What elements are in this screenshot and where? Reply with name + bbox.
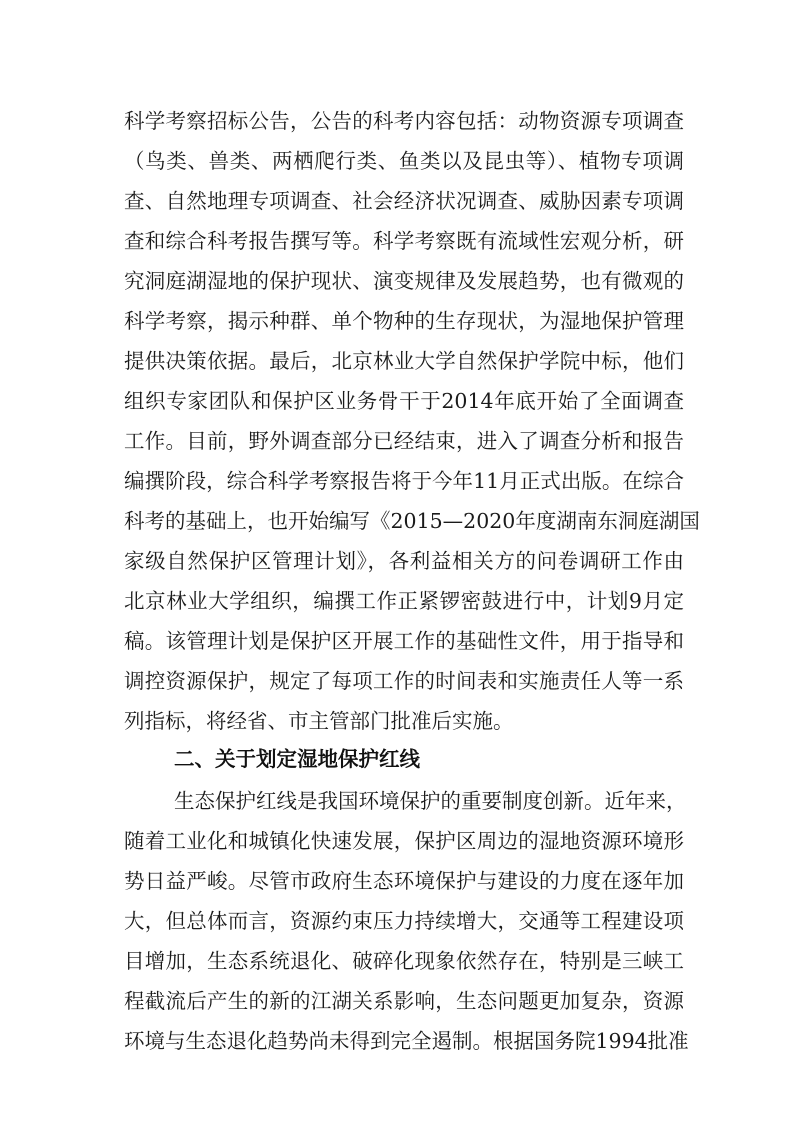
paragraph-line: 家级自然保护区管理计划》，各利益相关方的问卷调研工作由 (124, 549, 684, 573)
paragraph-line: 究洞庭湖湿地的保护现状、演变规律及发展趋势，也有微观的 (124, 269, 684, 293)
paragraph-line: 程截流后产生的新的江湖关系影响，生态问题更加复杂，资源 (124, 989, 684, 1013)
paragraph-line: 稿。该管理计划是保护区开展工作的基础性文件，用于指导和 (124, 629, 684, 653)
paragraph-line: （鸟类、兽类、两栖爬行类、鱼类以及昆虫等）、植物专项调 (124, 149, 684, 173)
paragraph-line: 查、自然地理专项调查、社会经济状况调查、威胁因素专项调 (124, 189, 684, 213)
paragraph-line: 生态保护红线是我国环境保护的重要制度创新。近年来， (174, 789, 687, 813)
paragraph-line: 目增加，生态系统退化、破碎化现象依然存在，特别是三峡工 (124, 949, 684, 973)
section-heading: 二、关于划定湿地保护红线 (174, 747, 420, 771)
paragraph-line: 提供决策依据。最后，北京林业大学自然保护学院中标，他们 (124, 349, 684, 373)
paragraph-line: 环境与生态退化趋势尚未得到完全遏制。根据国务院1994批准 (124, 1029, 689, 1053)
paragraph-line: 查和综合科考报告撰写等。科学考察既有流域性宏观分析，研 (124, 229, 684, 253)
paragraph-line: 工作。目前，野外调查部分已经结束，进入了调查分析和报告 (124, 429, 684, 453)
paragraph-line: 科学考察招标公告，公告的科考内容包括：动物资源专项调查 (124, 109, 684, 133)
paragraph-line: 势日益严峻。尽管市政府生态环境保护与建设的力度在逐年加 (124, 869, 684, 893)
paragraph-line: 随着工业化和城镇化快速发展，保护区周边的湿地资源环境形 (124, 829, 684, 853)
paragraph-line: 调控资源保护，规定了每项工作的时间表和实施责任人等一系 (124, 669, 684, 693)
paragraph-line: 组织专家团队和保护区业务骨干于2014年底开始了全面调查 (124, 389, 684, 413)
paragraph-line: 大，但总体而言，资源约束压力持续增大，交通等工程建设项 (124, 909, 684, 933)
paragraph-line: 列指标，将经省、市主管部门批准后实施。 (124, 709, 514, 733)
paragraph-line: 科学考察，揭示种群、单个物种的生存现状，为湿地保护管理 (124, 309, 684, 333)
paragraph-line: 编撰阶段，综合科学考察报告将于今年11月正式出版。在综合 (124, 469, 684, 493)
paragraph-line: 科考的基础上，也开始编写《2015—2020年度湖南东洞庭湖国 (124, 509, 700, 533)
paragraph-line: 北京林业大学组织，编撰工作正紧锣密鼓进行中，计划9月定 (124, 589, 684, 613)
